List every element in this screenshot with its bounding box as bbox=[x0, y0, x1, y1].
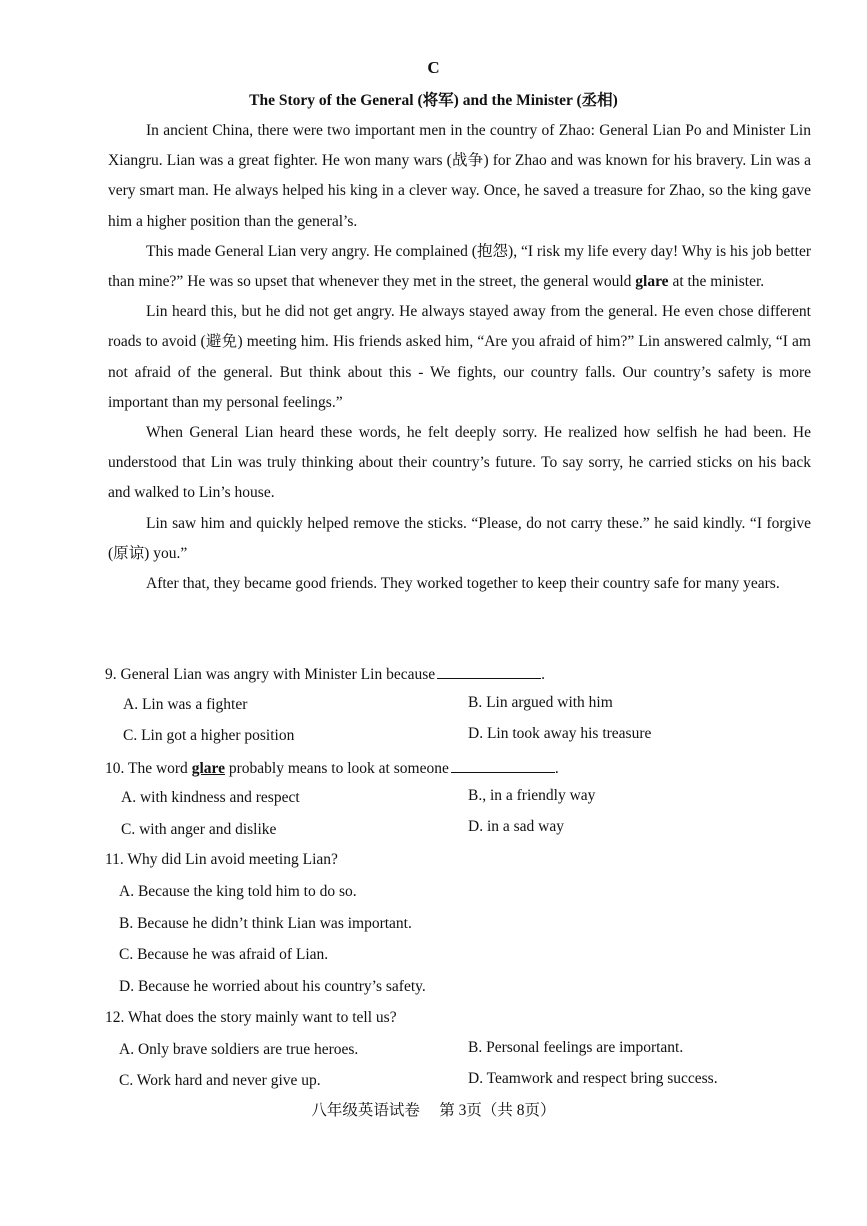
q12-option-b: B. Personal feelings are important. bbox=[468, 1039, 684, 1056]
q9-option-c: C. Lin got a higher position bbox=[123, 727, 295, 744]
paragraph-2-text-start: This made General Lian very angry. He complained (抱怨), “I risk my life every day! Why is his job better than mine?” He was so upset that whenever they met in the street, the general would bbox=[108, 242, 811, 291]
passage-title: The Story of the General (将军) and the Minister (丞相) bbox=[249, 92, 618, 109]
question-10-period: . bbox=[554, 760, 559, 777]
q11-option-c: C. Because he was afraid of Lian. bbox=[119, 946, 329, 963]
question-11-stem: 11. Why did Lin avoid meeting Lian? bbox=[105, 851, 338, 868]
question-9-stem bbox=[105, 664, 545, 684]
question-9-text: 9. General Lian was angry with Minister Lin because bbox=[105, 666, 436, 683]
answer-blank[interactable] bbox=[451, 758, 555, 773]
q11-option-a: A. Because the king told him to do so. bbox=[119, 883, 357, 900]
q10-option-d: D. in a sad way bbox=[468, 818, 564, 835]
section-letter: C bbox=[427, 58, 440, 77]
q11-option-b: B. Because he didn’t think Lian was important. bbox=[119, 915, 412, 932]
paragraph-2 bbox=[108, 237, 811, 297]
paragraph-2-text-end: at the minister. bbox=[668, 273, 765, 291]
question-10-stem bbox=[105, 758, 559, 778]
question-12-stem: 12. What does the story mainly want to tell us? bbox=[105, 1009, 397, 1026]
q9-option-a: A. Lin was a fighter bbox=[123, 696, 248, 713]
q12-option-d: D. Teamwork and respect bring success. bbox=[468, 1070, 718, 1087]
question-9-period: . bbox=[541, 666, 546, 683]
question-10-text-start: 10. The word bbox=[105, 760, 192, 777]
q10-option-a: A. with kindness and respect bbox=[121, 789, 300, 806]
paragraph-6: After that, they became good friends. They worked together to keep their country safe for many years. bbox=[146, 575, 780, 593]
glare-word-underlined: glare bbox=[191, 760, 225, 777]
glare-word: glare bbox=[635, 273, 669, 291]
paragraph-5: Lin saw him and quickly helped remove the sticks. “Please, do not carry these.” he said kindly. “I forgive (原谅) you.” bbox=[108, 514, 811, 562]
reading-passage bbox=[108, 116, 811, 599]
paragraph-1: In ancient China, there were two important men in the country of Zhao: General Lian Po and Minister Lin Xiangru. Lian was a great fighter. He won many wars (战争) for Zhao and was known for his bravery. Lin was a very smart man. He always helped his king in a clever way. Once, he saved a treasure for Zhao, so the king gave him a higher position than the general’s. bbox=[108, 122, 811, 230]
paragraph-3: Lin heard this, but he did not get angry. He always stayed away from the general. He even chose different roads to avoid (避免) meeting him. His friends asked him, “Are you afraid of him?” Lin answered calmly, “I am not afraid of the general. But think about this - We fights, our country falls. Our country’s safety is more important than my personal feelings.” bbox=[108, 303, 811, 411]
question-10-text-end: probably means to look at someone bbox=[224, 760, 449, 777]
q12-option-c: C. Work hard and never give up. bbox=[119, 1072, 321, 1089]
paragraph-4: When General Lian heard these words, he felt deeply sorry. He realized how selfish he had been. He understood that Lin was truly thinking about their country’s future. To say sorry, he carried sticks on his back and walked to Lin’s house. bbox=[108, 424, 811, 502]
q9-option-b: B. Lin argued with him bbox=[468, 694, 613, 711]
answer-blank[interactable] bbox=[437, 664, 541, 679]
page-footer: 八年级英语试卷 第 3页（共 8页） bbox=[311, 1102, 556, 1119]
q9-option-d: D. Lin took away his treasure bbox=[468, 725, 652, 742]
q11-option-d: D. Because he worried about his country’s safety. bbox=[119, 978, 426, 995]
q10-option-c: C. with anger and dislike bbox=[121, 821, 277, 838]
q10-option-b: B., in a friendly way bbox=[468, 787, 596, 804]
q12-option-a: A. Only brave soldiers are true heroes. bbox=[119, 1041, 359, 1058]
